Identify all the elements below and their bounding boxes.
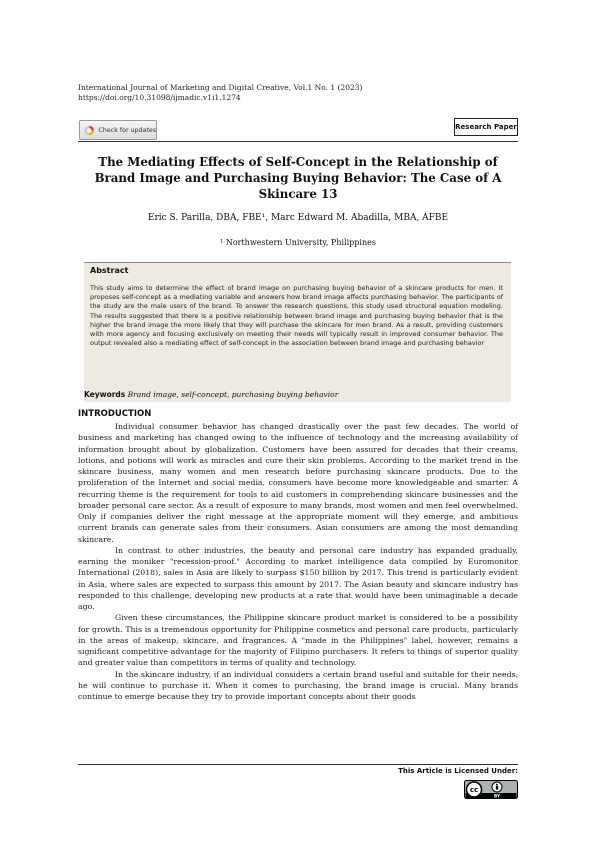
by-mark: BY — [494, 793, 500, 799]
keywords-label: Keywords — [84, 390, 126, 399]
paper-title: The Mediating Effects of Self-Concept in the Relationship of Brand Image and Purchasing Buying Behavior: The Case of A Skincare 13 — [94, 155, 502, 201]
paragraph: Individual consumer behavior has changed drastically over the past few decades. The world of business and marketing has changed owing to the influence of technology and the increasing availability of information brought about by globalization. Customers have been assured for decades that their creams, lotions, and potions will work as miracles and cure their skin problems. According to the market trend in the skincare business, many women and men research before purchasing skincare products. Due to the proliferation of the Internet and social media, consumers have become more knowledgeable and smarter. A recurring theme is the requirement for tools to aid customers in comprehending skincare businesses and the broader personal care sector. As a result of exposure to many brands, most women and men feel overwhelmed. Only if companies deliver the right message at the appropriate moment will they emerge, and ambitious current brands can generate sales from their consumers. Asian consumers are among the most demanding skincare. — [78, 422, 518, 544]
abstract-box — [84, 262, 511, 402]
introduction-body — [78, 421, 518, 702]
license-label: This Article is Licensed Under: — [398, 767, 518, 775]
doi-link[interactable]: https://doi.org/10.31098/ijmadic.v1i1.1274 — [78, 93, 241, 102]
check-updates-icon — [84, 125, 95, 136]
check-for-updates-button[interactable] — [79, 120, 157, 140]
journal-header — [78, 83, 518, 103]
footer-divider — [78, 764, 518, 765]
paragraph: In contrast to other industries, the beauty and personal care industry has expanded gradually, earning the moniker "recession-proof." According to market intelligence data compiled by Euromonitor International (2018), sales in Asia are likely to surpass $150 billion by 2017. This trend is particularly evident in Asia, where sales are expected to surpass this amount by 2017. The Asian beauty and skincare industry has responded to this challenge, developing new products at a rate that would have been unimaginable a decade ago. — [78, 545, 518, 611]
abstract-heading: Abstract — [90, 266, 129, 275]
abstract-text: This study aims to determine the effect of brand image on purchasing buying behavior of a skincare products for men. It proposes self-concept as a mediating variable and answers how brand image affects purchasing behavior. The participants of the study are the male users of the brand. To answer the research questions, this study used structural equation modeling. The results suggested that there is a positive relationship between brand image and purchasing buying behavior that is the higher the brand image the more likely that they will purchase the skincare for men brand. As a result, providing customers with more agency and focusing exclusively on meeting their needs will typically result in improved consumer behavior. The output revealed also a mediating effect of self-concept in the association between brand image and purchasing behavior — [90, 284, 503, 348]
cc-mark: cc — [469, 786, 479, 794]
article-type-badge: Research Paper — [454, 118, 518, 136]
check-updates-label: Check for updates — [98, 126, 156, 134]
creative-commons-by-icon[interactable] — [464, 780, 518, 799]
section-heading: INTRODUCTION — [78, 409, 152, 419]
paragraph: Given these circumstances, the Philippine skincare product market is considered to be a possibility for growth. This is a tremendous opportunity for Philippine cosmetics and personal care products, particularly in the areas of makeup, skincare, and fragrances. A "made in the Philippines" label, however, remains a significant competitive advantage for the majority of Filipino purchasers. It refers to things of superior quality and greater value than competitors in terms of quality and technology. — [78, 613, 518, 668]
keywords-line — [84, 390, 511, 400]
affiliation: ¹ Northwestern University, Philippines — [220, 238, 376, 247]
paragraph: In the skincare industry, if an individual considers a certain brand useful and suitable for their needs, he will continue to purchase it. When it comes to purchasing, the brand image is crucial. Many brands continue to emerge because they try to provide important concepts about their goods — [78, 669, 518, 701]
author-list: Eric S. Parilla, DBA, FBE¹, Marc Edward M. Abadilla, MBA, AFBE — [147, 213, 449, 223]
keywords-text: Brand image, self-concept, purchasing buying behavior — [127, 390, 339, 399]
journal-name: International Journal of Marketing and Digital Creative, Vol.1 No. 1 (2023) — [78, 83, 363, 92]
header-divider — [78, 141, 518, 142]
